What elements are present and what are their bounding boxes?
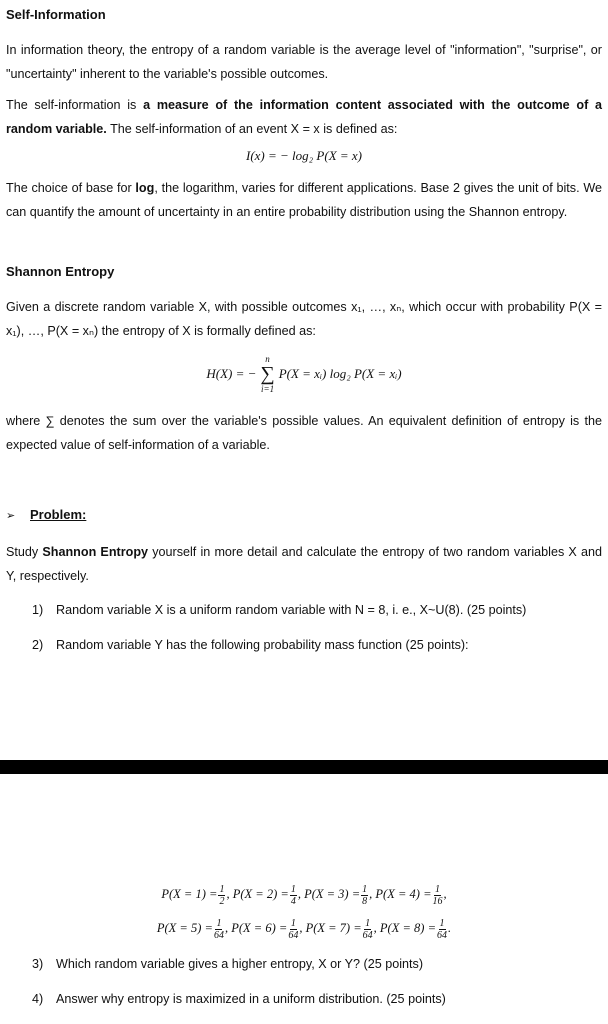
item-number: 1) — [32, 603, 44, 617]
entropy-formula — [0, 354, 608, 394]
log-tail: , the logarithm, varies for different applications. Base 2 gives the unit of bits. We can quantify the amount of uncertainty in an entire probability distribution using the Shannon entropy. — [6, 181, 603, 219]
problem-intro-lead: Study — [6, 545, 43, 559]
pmf-term: P(X = 4) = $\frac{1}{16}$ , — [375, 884, 447, 907]
summation — [260, 354, 274, 394]
problem-heading — [6, 507, 86, 522]
self-information-title: Self-Information — [6, 7, 106, 22]
fraction: $\frac{1}{8}$ — [362, 884, 368, 907]
item-number: 4) — [32, 992, 44, 1006]
log-base-paragraph — [6, 176, 602, 224]
item-text: Random variable Y has the following probability mass function (25 points): — [56, 638, 469, 652]
fraction: $\frac{1}{64}$ — [213, 918, 224, 941]
entropy-lhs: H(X) = − — [206, 366, 257, 381]
pmf-row-1 — [0, 884, 608, 907]
shannon-entropy-title: Shannon Entropy — [6, 264, 115, 279]
definition-bold: a measure of the information content associated with the outcome of a random variable. — [6, 98, 603, 136]
fraction: $\frac{1}{4}$ — [290, 884, 296, 907]
pmf-term: P(X = 6) = $\frac{1}{64}$ , — [231, 918, 303, 941]
log-lead: The choice of base for — [6, 181, 136, 195]
pmf-term: P(X = 5) = $\frac{1}{64}$ , — [156, 918, 229, 941]
definition-lead: The self-information is — [6, 98, 144, 112]
list-item-1 — [32, 603, 602, 617]
item-text: Which random variable gives a higher entropy, X or Y? (25 points) — [56, 957, 424, 971]
item-text: Answer why entropy is maximized in a uniform distribution. (25 points) — [56, 992, 446, 1006]
fraction: $\frac{1}{64}$ — [288, 918, 299, 941]
self-information-formula: I(x) = − log₂ P(X = x) — [245, 148, 363, 163]
fraction: $\frac{1}{2}$ — [219, 884, 225, 907]
arrow-bullet-icon: ➢ — [6, 510, 16, 522]
definition-tail: The self-information of an event X = x is defined as: — [106, 122, 398, 136]
sum-upper: n — [265, 354, 270, 364]
self-information-definition — [6, 93, 602, 141]
sum-lower: i=1 — [261, 384, 275, 394]
fraction: $\frac{1}{64}$ — [362, 918, 373, 941]
fraction: $\frac{1}{64}$ — [437, 918, 447, 941]
sum-symbol: ∑ — [260, 363, 275, 385]
pmf-term: P(X = 7) = $\frac{1}{64}$ , — [305, 918, 377, 941]
entropy-sum-explanation: where ∑ denotes the sum over the variable's possible values. An equivalent definition of entropy is the expected value of self-information of a variable. — [6, 414, 602, 452]
list-item-4 — [32, 992, 602, 1006]
problem-intro — [6, 540, 602, 588]
pmf-term: P(X = 3) = $\frac{1}{8}$ , — [304, 884, 373, 907]
pmf-term: P(X = 8) = $\frac{1}{64}$ . — [379, 918, 452, 941]
problem-title: Problem: — [30, 507, 87, 522]
item-number: 2) — [32, 638, 44, 652]
list-item-2 — [32, 638, 602, 652]
page-divider-band — [0, 760, 608, 774]
log-bold: log — [135, 181, 155, 195]
list-item-3 — [32, 957, 602, 971]
shannon-intro: Given a discrete random variable X, with possible outcomes x₁, …, xₙ, which occur with probability P(X = x₁), …, P(X = xₙ) the entropy of X is formally defined as: — [6, 300, 602, 338]
pmf-term: P(X = 2) = $\frac{1}{4}$ , — [232, 884, 301, 907]
entropy-rhs: P(X = xᵢ) log₂ P(X = xᵢ) — [278, 366, 402, 381]
problem-intro-tail: yourself in more detail and calculate the entropy of two random variables X and Y, respectively. — [6, 545, 603, 583]
problem-intro-bold: Shannon Entropy — [42, 545, 149, 559]
fraction: $\frac{1}{16}$ — [432, 884, 443, 907]
pmf-row-2 — [0, 918, 608, 941]
item-number: 3) — [32, 957, 44, 971]
self-information-intro: In information theory, the entropy of a random variable is the average level of "information", "surprise", or "uncertainty" inherent to the variable's possible outcomes. — [6, 43, 602, 81]
pmf-term: P(X = 1) = $\frac{1}{2}$ , — [161, 884, 230, 907]
item-text: Random variable X is a uniform random variable with N = 8, i. e., X~U(8). (25 points) — [56, 603, 527, 617]
